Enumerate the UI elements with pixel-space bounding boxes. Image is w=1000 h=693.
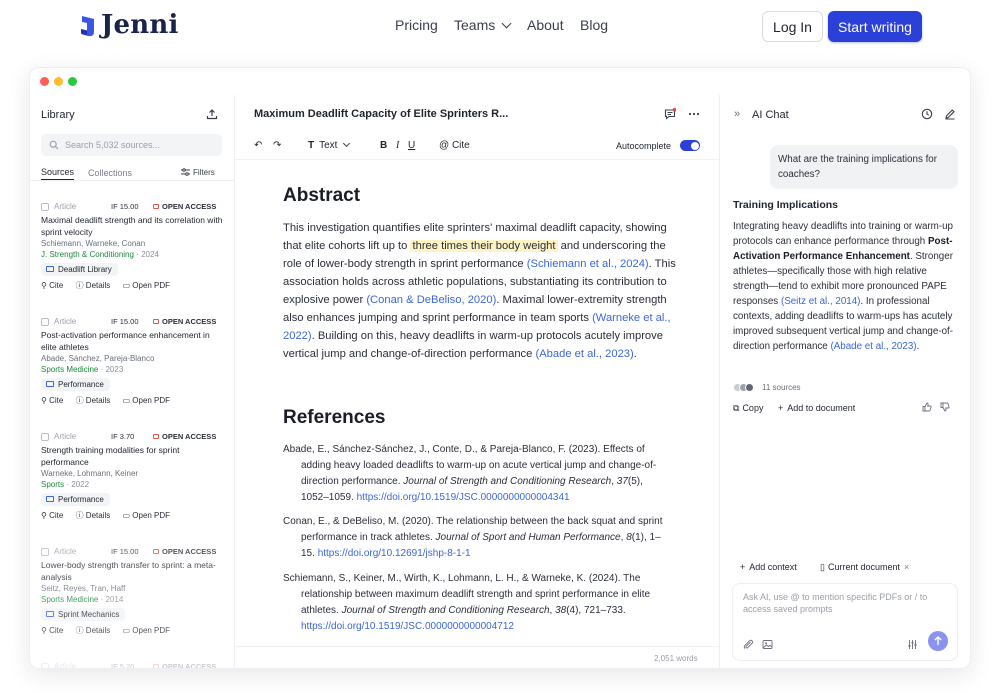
source-title: Strength training modalities for sprint performance [41,445,180,467]
add-to-document-button[interactable] [778,403,855,413]
user-message: What are the training implications for coaches? [770,145,958,189]
answer-heading: Training Implications [733,199,839,211]
lock-open-icon [153,434,159,439]
copy-label: Copy [742,403,764,413]
nav-teams-label: Teams [454,17,496,33]
cite-action-label: Cite [49,281,64,290]
source-checkbox[interactable] [41,318,49,326]
lock-open-icon [153,664,159,669]
source-card[interactable] [41,661,226,669]
source-journal: Sports Medicine [41,595,99,604]
reference-pages: (1), 1–15. [301,532,661,559]
open-access-label: OPEN ACCESS [162,432,217,441]
open-access-badge [153,202,216,211]
impact-factor: IF 15.00 [111,547,139,556]
editor-footer-divider [235,646,719,647]
document-icon: ▯ [820,562,825,572]
source-journal-line [41,480,226,489]
settings-sliders-icon[interactable] [907,639,918,650]
abstract-text-4: . Maximal lower-extremity strength also enhances jumping and sprint performance in team sports [283,294,667,324]
lock-open-icon [153,549,159,554]
citation-link[interactable]: (Conan & DeBeliso, 2020) [366,294,497,306]
source-authors: Schiemann, Warneke, Conan [41,239,146,248]
nav-teams[interactable] [454,17,510,33]
cite-action[interactable]: ⚲ Cite [41,281,64,290]
add-context-button[interactable] [740,562,797,572]
underline-button[interactable]: U [408,140,416,151]
window-maximize-dot [68,77,77,86]
library-title: Library [41,109,75,121]
chevron-down-icon [502,19,512,29]
impact-factor: IF 5.20 [111,662,135,669]
citation-link[interactable]: (Abade et al., 2023) [830,341,917,352]
open-access-badge [153,317,216,326]
source-journal-line [41,595,226,604]
impact-factor: IF 15.00 [111,202,139,211]
collection-tag[interactable] [41,378,110,391]
source-year: · 2023 [100,365,124,374]
source-checkbox[interactable] [41,663,49,669]
cite-action[interactable]: ⚲ Cite [41,396,64,405]
reference-volume: 38 [555,605,567,616]
ai-chat-panel [719,95,971,669]
document-title[interactable]: Maximum Deadlift Capacity of Elite Sprinters R... [254,108,509,120]
citation-link[interactable]: (Warneke et al., 2022) [283,312,671,342]
open-pdf-action[interactable]: ▭ Open PDF [122,626,171,635]
plus-icon: + [778,403,784,413]
citation-link[interactable]: (Schiemann et al., 2024) [526,258,649,270]
source-journal: J. Strength & Conditioning [41,250,134,259]
source-kind: Article [54,432,77,441]
reference-sep: , [549,605,556,616]
cite-action[interactable]: ⚲ Cite [41,511,64,520]
open-access-label: OPEN ACCESS [162,547,217,556]
tab-collections[interactable]: Collections [88,168,133,178]
nav-about[interactable]: About [527,17,564,33]
source-checkbox[interactable] [41,548,49,556]
open-access-label: OPEN ACCESS [162,202,217,211]
library-panel [30,95,235,669]
upload-icon[interactable] [206,108,218,120]
folder-icon [46,611,54,617]
sources-count-label: 11 sources [762,383,801,392]
window-minimize-dot [54,77,63,86]
collection-tag-label: Deadlift Library [58,265,112,274]
reference-doi-link[interactable]: https://doi.org/10.1519/JSC.0000000000004341 [356,492,570,503]
current-document-chip[interactable] [820,562,909,573]
attach-icon[interactable] [743,639,754,650]
source-avatars [733,383,757,392]
source-title: Maximal deadlift strength and its correlation with sprint velocity [41,215,223,237]
abstract-paragraph[interactable] [283,219,678,363]
source-journal-line [41,365,226,374]
answer-text-3: . In professional contexts, adding deadlifts to warm-ups has acutely improved subsequent vertical jump and change-of-direction performance [733,296,954,352]
nav-blog[interactable]: Blog [580,17,609,33]
reference-pages: (5), 1052–1059. [301,476,643,503]
reference-authors-title: Schiemann, S., Keiner, M., Wirth, K., Lohmann, L. H., & Warneke, K. (2024). The relationship between maximum deadlift strength and sprint performance in elite athletes. [283,573,651,616]
at-icon: @ [439,140,450,151]
source-authors: Seitz, Reyes, Tran, Haff [41,584,126,593]
details-action-label: Details [85,396,111,405]
open-pdf-action[interactable]: ▭ Open PDF [122,281,171,290]
open-pdf-action-label: Open PDF [132,511,171,520]
citation-link[interactable]: (Abade et al., 2023) [535,348,634,360]
chat-input-placeholder: Ask AI, use @ to mention specific PDFs or / to access saved prompts [743,592,928,614]
collapse-panel-icon[interactable]: » [734,108,741,120]
cite-action-label: Cite [49,511,64,520]
answer-bold-term: Post-Activation Performance Enhancement [733,236,953,262]
highlighted-text[interactable]: three times their body weight [412,240,556,252]
source-authors: Abade, Sánchez, Pareja-Blanco [41,354,155,363]
history-icon[interactable] [921,108,933,120]
source-checkbox[interactable] [41,433,49,441]
reference-doi-link[interactable]: https://doi.org/10.12691/jshp-8-1-1 [317,548,471,559]
source-journal: Sports Medicine [41,365,99,374]
open-access-badge [153,432,216,441]
source-card[interactable] [41,201,226,291]
source-year: · 2022 [66,480,90,489]
library-divider [30,180,235,181]
copy-icon: ⧉ [733,403,740,413]
reference-journal: Journal of Strength and Conditioning Research [341,605,550,616]
reference-sep: , [611,476,617,487]
details-action-label: Details [85,511,111,520]
source-kind: Article [54,547,77,556]
cite-action-label: Cite [49,626,64,635]
source-kind: Article [54,662,77,669]
open-access-label: OPEN ACCESS [162,662,217,669]
reference-volume: 8 [626,532,632,543]
thumbs-up-icon[interactable] [922,402,932,412]
autocomplete-label: Autocomplete [616,141,672,151]
details-action-label: Details [85,281,111,290]
reference-sep: , [620,532,627,543]
answer-text-4: . [916,341,920,352]
more-options-icon[interactable] [688,108,700,120]
collection-tag-label: Sprint Mechanics [58,610,120,619]
sources-count[interactable] [733,383,801,392]
start-writing-button[interactable]: Start writing [828,11,922,42]
login-button[interactable]: Log In [762,11,823,42]
text-style-label: Text [319,140,338,151]
reference-volume: 37 [616,476,628,487]
reference-authors-title: Abade, E., Sánchez-Sánchez, J., Conte, D., & Pareja-Blanco, F. (2023). Effects of adding heavy loaded deadlifts to warm-up on acute vertical jump and change-of-direction performance. [283,444,657,487]
source-card[interactable] [41,316,226,406]
redo-icon[interactable]: ↷ [273,140,282,151]
answer-text-1: Integrating heavy deadlifts into training or warm-up protocols can enhance performance through [733,221,954,247]
open-pdf-action[interactable]: ▭ Open PDF [122,511,171,520]
abstract-text-6: . [633,348,637,360]
source-kind: Article [54,317,77,326]
open-pdf-action-label: Open PDF [132,626,171,635]
collection-tag[interactable] [41,493,110,506]
undo-icon[interactable]: ↶ [254,140,263,151]
window-close-dot [40,77,49,86]
autocomplete-toggle[interactable] [680,140,700,151]
comments-icon[interactable] [664,108,676,120]
source-year: · 2024 [136,250,159,259]
chevron-down-icon [343,140,350,147]
source-actions [41,280,226,291]
references-heading: References [283,407,386,428]
answer-text-2: . Stronger athletes—specifically those with high relative strength—tend to exhibit more pronounced PAPE responses [733,251,953,307]
abstract-text-5: . Building on this, heavy deadlifts in warm-up protocols acutely improve vertical jump and change-of-direction performance [283,330,663,360]
cite-button-label: Cite [451,140,470,151]
thumbs-down-icon[interactable] [940,402,950,412]
details-action-label: Details [85,626,111,635]
folder-icon [46,381,54,387]
new-chat-icon[interactable] [944,108,956,120]
ai-answer [733,219,961,354]
source-actions [41,510,226,521]
current-document-label: Current document [827,562,900,572]
details-action[interactable]: ⓘ Details [75,511,111,520]
library-search-input[interactable]: Search 5,032 sources... [41,134,222,156]
details-action[interactable]: ⓘ Details [75,396,111,405]
chat-input[interactable] [732,583,958,661]
cite-button[interactable] [439,140,470,151]
open-pdf-action-label: Open PDF [132,281,171,290]
nav-pricing[interactable]: Pricing [395,17,438,33]
reference-authors-title: Conan, E., & DeBeliso, M. (2020). The relationship between the back squat and sprint performance in track athletes. [283,516,663,543]
add-to-document-label: Add to document [787,403,856,413]
collection-tag[interactable] [41,263,118,276]
reference-journal: Journal of Sport and Human Performance [435,532,621,543]
collection-tag-label: Performance [58,495,104,504]
folder-icon [46,266,54,272]
source-journal-line [41,250,226,259]
reference-doi-link[interactable]: https://doi.org/10.1519/JSC.0000000000004712 [301,621,514,632]
source-card[interactable] [41,546,226,636]
search-icon [49,140,59,150]
collection-tag[interactable] [41,608,125,621]
filter-icon [181,168,190,176]
filters-button[interactable] [181,168,215,177]
source-title: Post-activation performance enhancement in elite athletes [41,330,210,352]
word-count: 2,051 words [654,654,698,663]
send-button[interactable] [928,631,948,651]
arrow-up-icon [928,631,948,651]
lock-open-icon [153,319,159,324]
folder-icon [46,496,54,502]
source-checkbox[interactable] [41,203,49,211]
app-window [29,67,971,669]
open-pdf-action-label: Open PDF [132,396,171,405]
text-style-dropdown[interactable] [308,140,349,151]
remove-context-icon[interactable]: × [904,562,910,572]
lock-open-icon [153,204,159,209]
source-journal: Sports [41,480,65,489]
source-actions [41,395,226,406]
open-access-badge [153,547,216,556]
plus-icon: + [740,562,746,572]
text-format-icon: T [308,140,315,151]
italic-button[interactable]: I [396,140,400,151]
bold-button[interactable]: B [380,140,388,151]
tab-sources[interactable]: Sources [41,167,74,180]
abstract-text-1: This investigation quantifies elite sprinters' maximal deadlift capacity, showing that elite cohorts lift up to [283,222,667,252]
add-context-label: Add context [749,562,797,572]
chat-title: AI Chat [752,109,789,121]
collection-tag-label: Performance [58,380,104,389]
source-title: Lower-body strength transfer to sprint: a meta-analysis [41,560,216,582]
source-authors: Warneke, Lohmann, Keiner [41,469,139,478]
brand-name[interactable]: Jenni [101,10,179,40]
abstract-text-2: and underscoring the role of lower-body strength in sprint performance [283,240,666,270]
reference-entry[interactable] [283,571,673,635]
cite-action-label: Cite [49,396,64,405]
abstract-heading: Abstract [283,185,361,206]
reference-entry[interactable] [283,442,673,506]
citation-link[interactable]: (Seitz et al., 2014) [780,296,861,307]
cite-action[interactable]: ⚲ Cite [41,626,64,635]
toolbar-divider [235,159,719,160]
source-actions [41,625,226,636]
filters-label: Filters [193,168,215,177]
image-icon[interactable] [762,639,773,650]
source-year: · 2014 [100,595,124,604]
reference-entry[interactable] [283,514,673,562]
source-kind: Article [54,202,77,211]
impact-factor: IF 15.00 [111,317,139,326]
impact-factor: IF 3.70 [111,432,135,441]
details-action[interactable]: ⓘ Details [75,626,111,635]
copy-button[interactable] [733,403,763,414]
reference-journal: Journal of Strength and Conditioning Research [403,476,612,487]
open-access-label: OPEN ACCESS [162,317,217,326]
open-pdf-action[interactable]: ▭ Open PDF [122,396,171,405]
open-access-badge [153,662,216,669]
reference-pages: (4), 721–733. [566,605,626,616]
abstract-text-3: . This association holds across athletic populations, substantiating its contribution to explosive power [283,258,676,306]
details-action[interactable]: ⓘ Details [75,281,111,290]
source-card[interactable] [41,431,226,521]
jenni-logo-icon[interactable] [78,14,98,38]
